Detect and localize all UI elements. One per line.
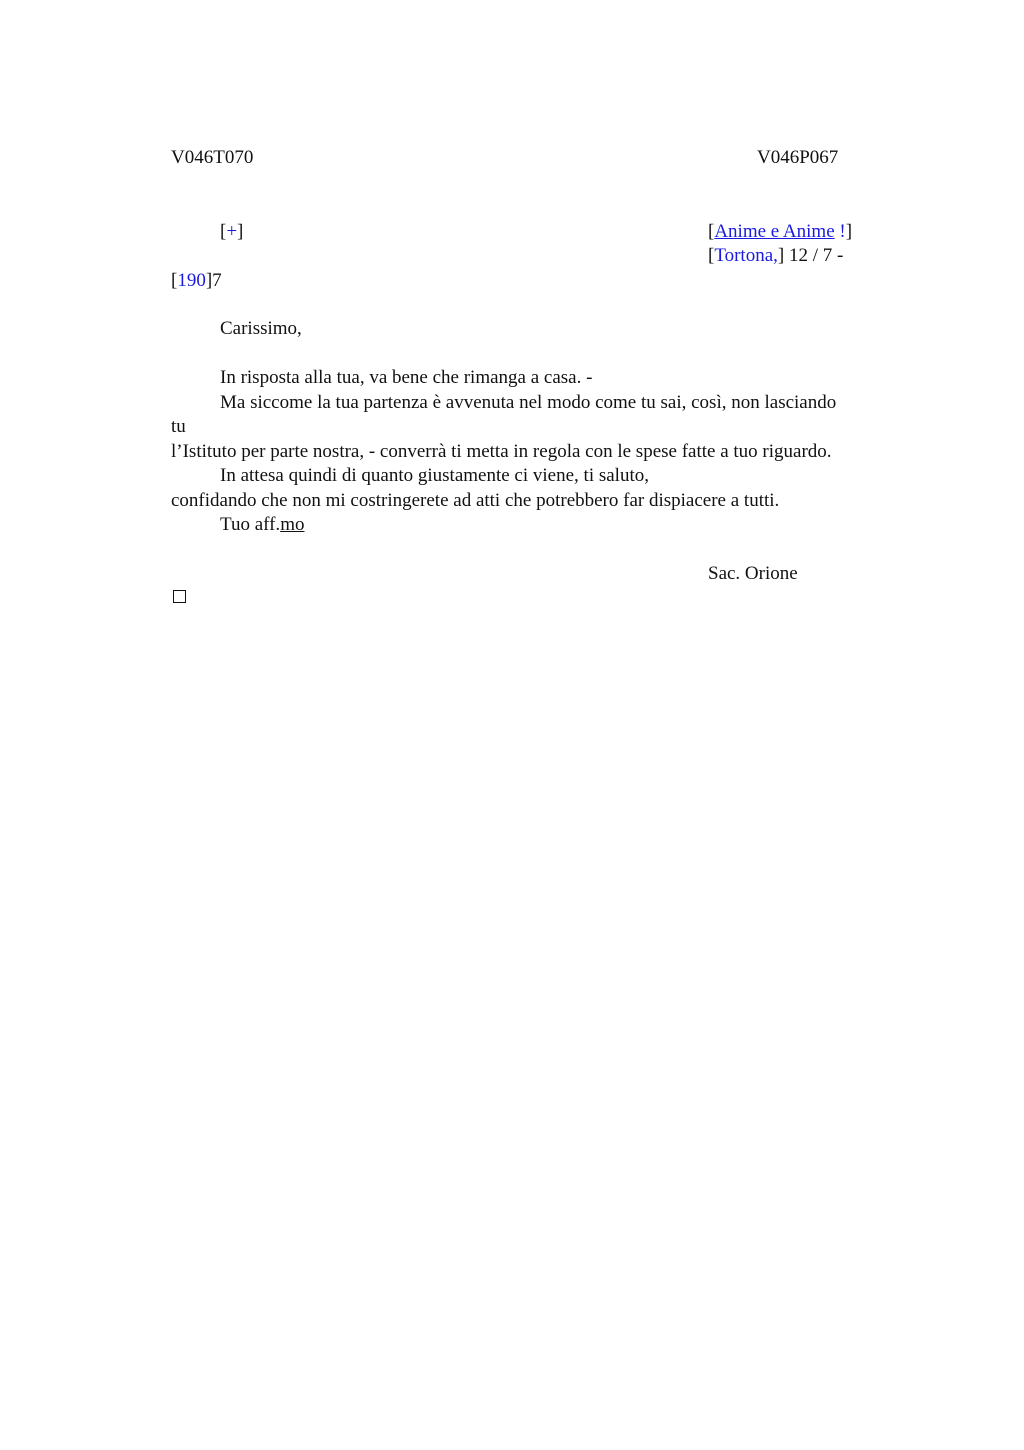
body-line-3: tu xyxy=(171,416,186,437)
exclamation-link[interactable]: ! xyxy=(839,221,846,242)
plus-link[interactable]: + xyxy=(226,221,238,242)
plus-reference: [+] xyxy=(220,221,244,242)
tortona-link[interactable]: Tortona, xyxy=(714,245,778,266)
year-link[interactable]: 190 xyxy=(177,270,206,291)
body-line-6: confidando che non mi costringerete ad atti che potrebbero far dispiacere a tutti. xyxy=(171,490,780,511)
page-code: V046P067 xyxy=(757,147,839,168)
salutation: Carissimo, xyxy=(220,318,302,339)
closing: Tuo aff.mo xyxy=(220,514,305,535)
year: [190]7 xyxy=(171,270,222,291)
place-date: [Tortona,] 12 / 7 - xyxy=(708,245,844,266)
anime-e-anime-link[interactable]: Anime e Anime xyxy=(714,221,835,242)
title-reference: [Anime e Anime !] xyxy=(708,221,853,242)
body-line-5: In attesa quindi di quanto giustamente ci viene, ti saluto, xyxy=(220,465,649,486)
signature: Sac. Orione xyxy=(708,563,798,584)
document-code: V046T070 xyxy=(171,147,254,168)
empty-square-icon xyxy=(173,590,186,603)
body-line-1: In risposta alla tua, va bene che rimanga a casa. - xyxy=(220,367,593,388)
body-line-2: Ma siccome la tua partenza è avvenuta nel modo come tu sai, così, non lasciando xyxy=(220,392,837,413)
body-line-4: l’Istituto per parte nostra, - converrà ti metta in regola con le spese fatte a tuo riguardo. xyxy=(171,441,832,462)
